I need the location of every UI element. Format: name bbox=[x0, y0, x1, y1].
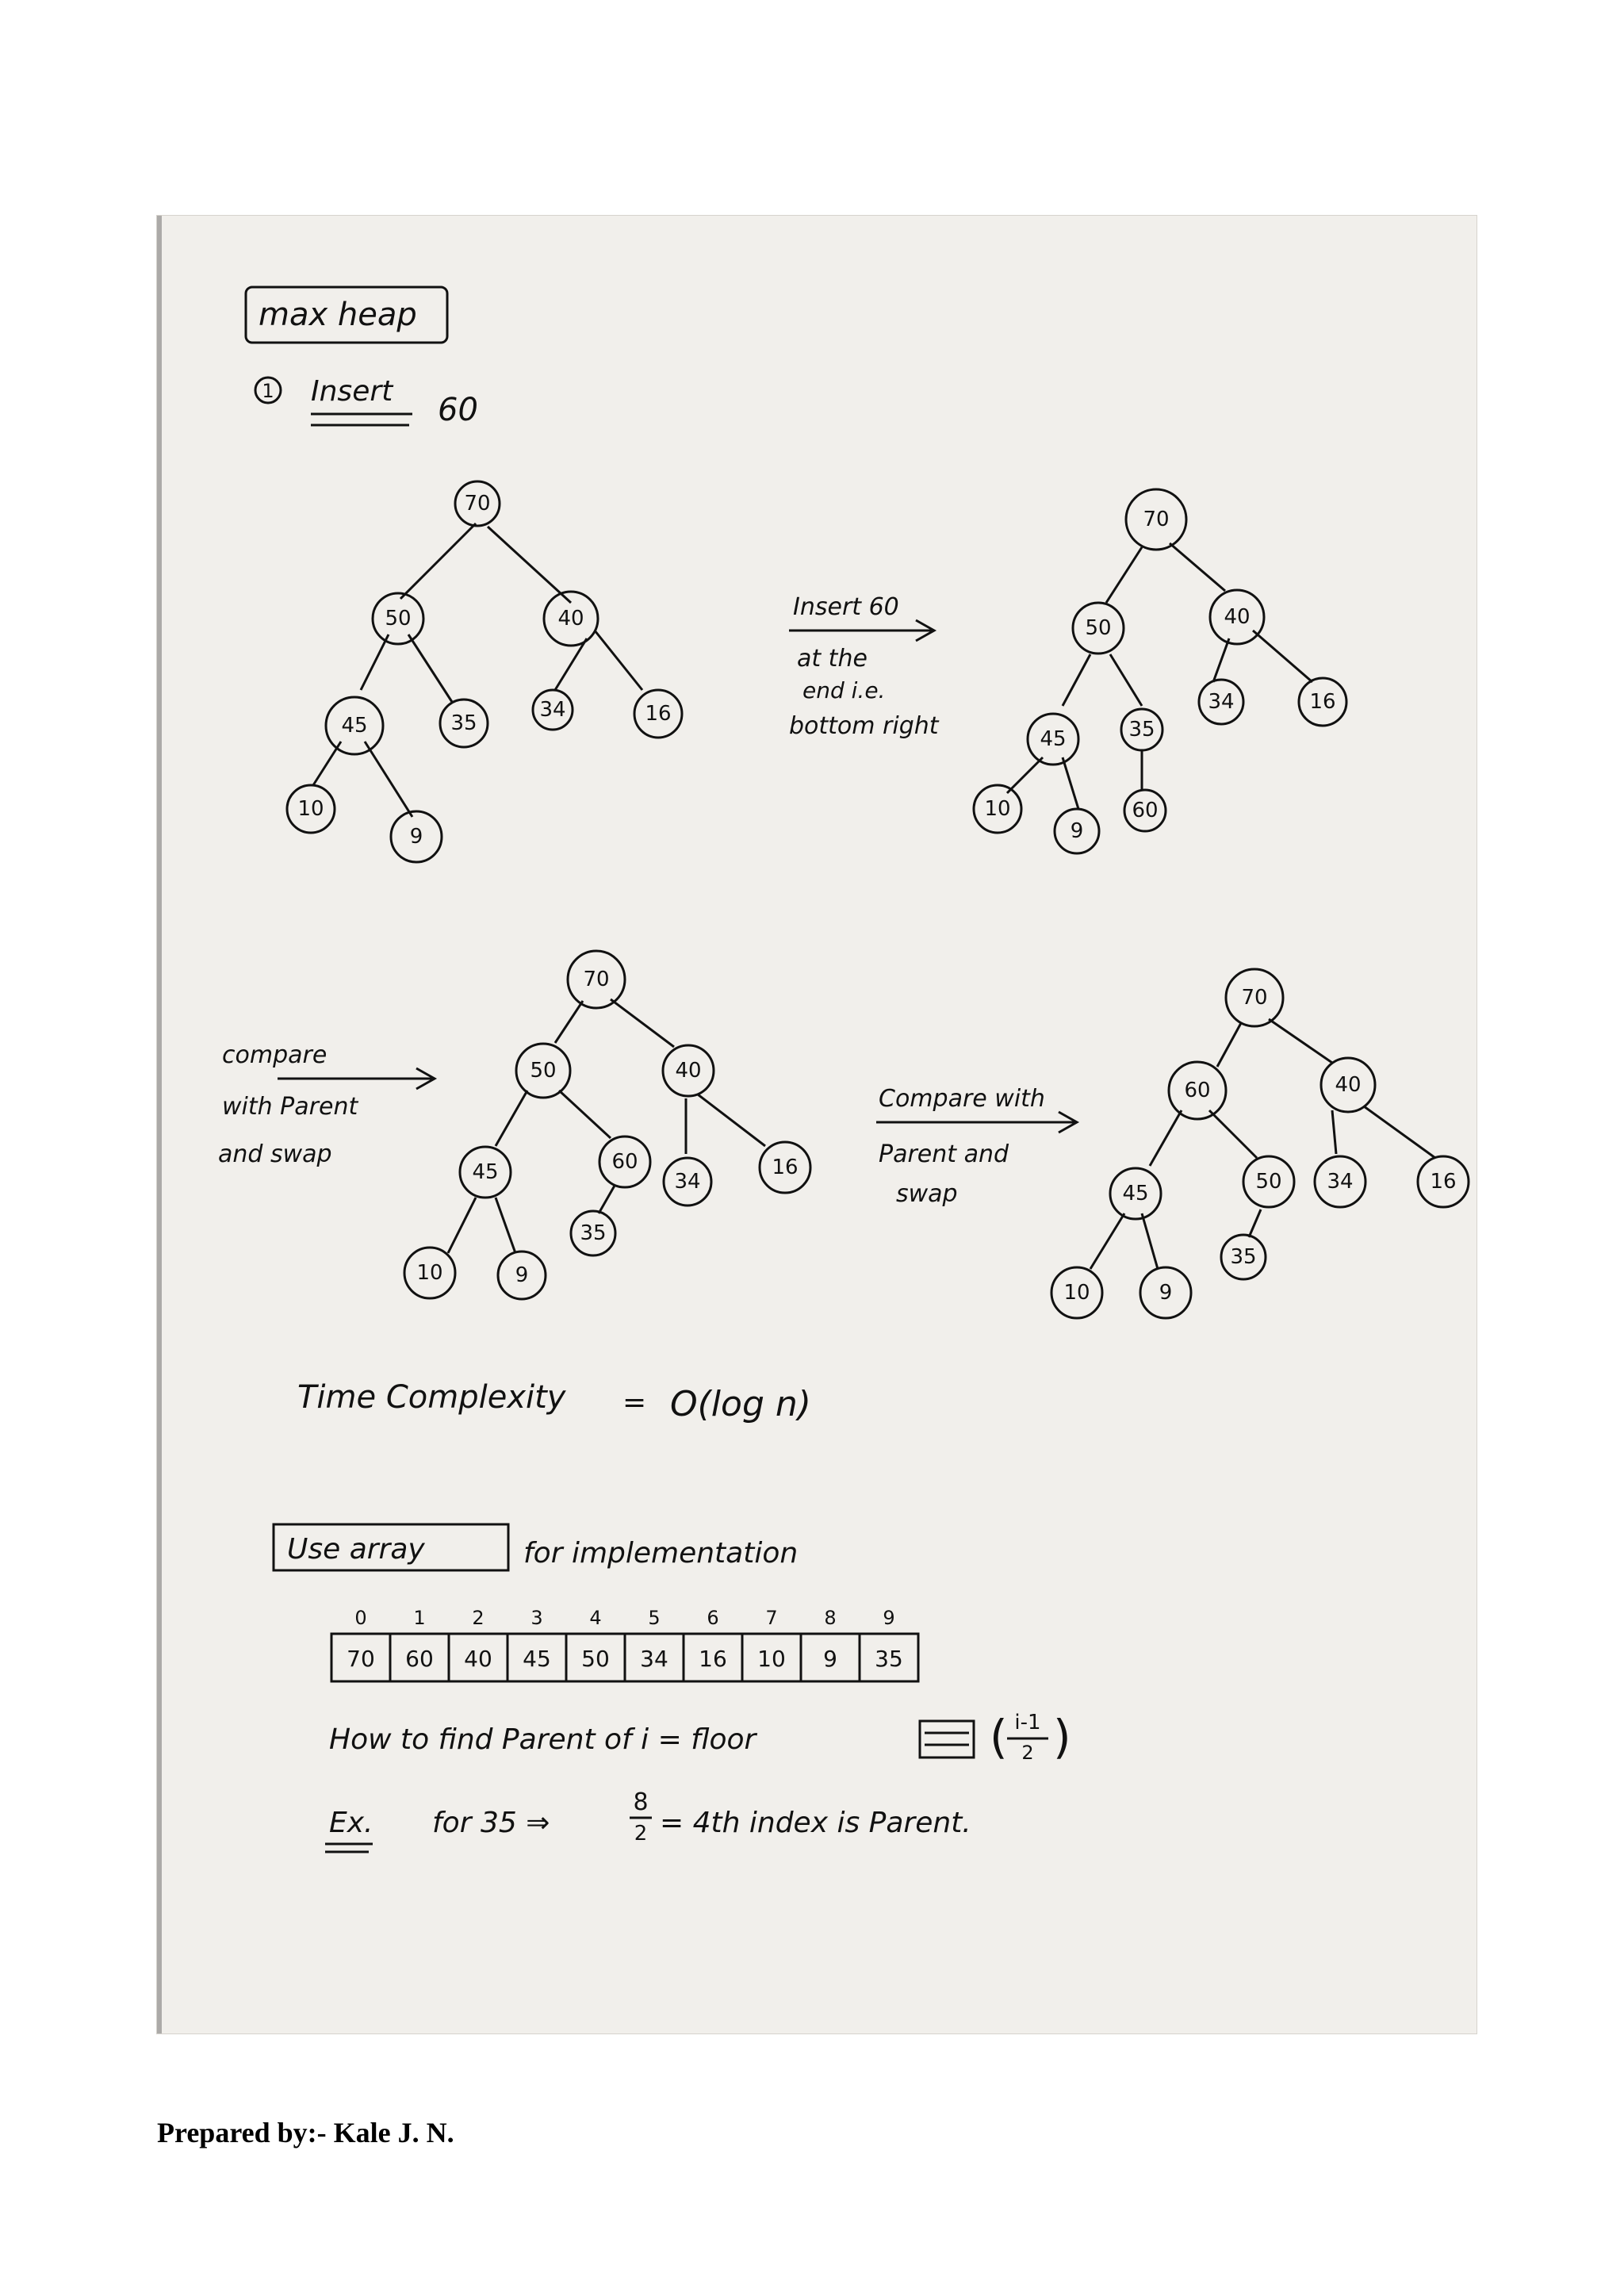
time-complexity bbox=[297, 1379, 811, 1424]
svg-text:Parent and: Parent and bbox=[879, 1140, 1009, 1168]
heap-tree-swap-1 bbox=[404, 951, 810, 1299]
tree-node bbox=[1226, 969, 1283, 1026]
svg-text:9: 9 bbox=[515, 1263, 529, 1287]
heap-tree-inserted bbox=[974, 489, 1346, 853]
title-box bbox=[246, 287, 447, 343]
svg-text:Time Complexity: Time Complexity bbox=[297, 1379, 566, 1416]
svg-text:40: 40 bbox=[675, 1059, 702, 1083]
svg-text:Compare with: Compare with bbox=[879, 1085, 1045, 1113]
tree-node bbox=[974, 785, 1021, 833]
svg-text:9: 9 bbox=[1159, 1281, 1173, 1305]
array-cell-value: 40 bbox=[464, 1646, 492, 1672]
svg-text:): ) bbox=[1053, 1710, 1071, 1764]
tree-node bbox=[1299, 678, 1346, 726]
footer-prepared-by: Prepared by:- Kale J. N. bbox=[157, 2117, 454, 2148]
svg-text:70: 70 bbox=[1241, 986, 1268, 1010]
svg-text:for implementation: for implementation bbox=[523, 1537, 799, 1570]
svg-text:70: 70 bbox=[1143, 508, 1170, 531]
arrow-compare-1 bbox=[218, 1041, 435, 1168]
page-title: max heap bbox=[259, 297, 417, 333]
tree-node bbox=[373, 593, 423, 644]
svg-text:10: 10 bbox=[1063, 1281, 1090, 1305]
svg-text:8: 8 bbox=[633, 1788, 649, 1816]
array-index-label: 1 bbox=[413, 1607, 426, 1629]
array-index-label: 8 bbox=[824, 1607, 837, 1629]
tree-node bbox=[1169, 1062, 1226, 1119]
array-index-label: 2 bbox=[472, 1607, 485, 1629]
svg-text:35: 35 bbox=[580, 1221, 607, 1245]
svg-text:O(log n): O(log n) bbox=[670, 1384, 811, 1424]
array-index-label: 4 bbox=[589, 1607, 602, 1629]
tree-node bbox=[533, 690, 573, 730]
example-line bbox=[325, 1788, 971, 1852]
tree-node bbox=[1051, 1267, 1102, 1318]
svg-text:35: 35 bbox=[1128, 718, 1155, 742]
svg-text:= 4th index is Parent.: = 4th index is Parent. bbox=[660, 1807, 971, 1839]
array-cell-value: 9 bbox=[823, 1646, 837, 1672]
svg-text:compare: compare bbox=[222, 1041, 327, 1069]
tree-node bbox=[326, 697, 383, 754]
svg-text:16: 16 bbox=[772, 1156, 799, 1179]
svg-text:9: 9 bbox=[1070, 819, 1084, 843]
tree-node bbox=[1243, 1156, 1294, 1207]
tree-node bbox=[1110, 1168, 1161, 1219]
array-cell-value: 70 bbox=[347, 1646, 375, 1672]
svg-text:45: 45 bbox=[472, 1160, 499, 1184]
tree-node bbox=[460, 1147, 511, 1198]
svg-text:and swap: and swap bbox=[218, 1140, 332, 1168]
array-index-label: 0 bbox=[354, 1607, 367, 1629]
svg-text:How to find Parent of i = floo: How to find Parent of i = floor bbox=[329, 1723, 756, 1756]
tree-node bbox=[1028, 714, 1078, 765]
step-label: Insert bbox=[311, 375, 393, 408]
heap-array bbox=[331, 1607, 918, 1681]
svg-text:60: 60 bbox=[611, 1150, 638, 1174]
array-cell-value: 45 bbox=[523, 1646, 551, 1672]
svg-text:45: 45 bbox=[1122, 1182, 1149, 1205]
svg-text:45: 45 bbox=[1040, 727, 1067, 751]
svg-text:swap: swap bbox=[896, 1180, 958, 1208]
tree-node bbox=[1221, 1235, 1266, 1279]
heap-tree-swap-2 bbox=[1051, 969, 1469, 1318]
tree-node bbox=[1121, 709, 1162, 750]
svg-text:40: 40 bbox=[1335, 1073, 1362, 1097]
svg-text:35: 35 bbox=[450, 711, 477, 735]
tree-node bbox=[544, 592, 598, 646]
tree-node bbox=[1199, 680, 1243, 724]
svg-text:=: = bbox=[622, 1386, 647, 1419]
tree-node bbox=[455, 481, 500, 526]
svg-text:Use array: Use array bbox=[287, 1533, 425, 1566]
svg-text:16: 16 bbox=[1430, 1170, 1457, 1194]
tree-node bbox=[516, 1044, 570, 1098]
tree-node bbox=[391, 811, 442, 862]
svg-text:35: 35 bbox=[1230, 1245, 1257, 1269]
svg-text:16: 16 bbox=[1309, 690, 1336, 714]
tree-node bbox=[1140, 1267, 1191, 1318]
svg-text:16: 16 bbox=[645, 702, 672, 726]
array-index-label: 5 bbox=[648, 1607, 661, 1629]
array-index-label: 9 bbox=[883, 1607, 895, 1629]
tree-node bbox=[1210, 590, 1264, 644]
svg-text:50: 50 bbox=[530, 1059, 557, 1083]
svg-text:2: 2 bbox=[1021, 1742, 1034, 1764]
svg-text:with Parent: with Parent bbox=[222, 1093, 358, 1121]
svg-text:50: 50 bbox=[385, 607, 412, 631]
tree-node bbox=[1055, 809, 1099, 853]
svg-text:10: 10 bbox=[297, 797, 324, 821]
svg-text:34: 34 bbox=[1327, 1170, 1354, 1194]
parent-formula bbox=[329, 1710, 1071, 1764]
svg-text:9: 9 bbox=[409, 825, 423, 849]
svg-text:bottom right: bottom right bbox=[789, 712, 939, 740]
svg-text:40: 40 bbox=[1224, 605, 1251, 629]
svg-text:70: 70 bbox=[464, 492, 491, 516]
svg-text:Insert 60: Insert 60 bbox=[793, 593, 899, 621]
array-cell-value: 60 bbox=[405, 1646, 434, 1672]
tree-node bbox=[1321, 1058, 1375, 1112]
array-cell-value: 50 bbox=[581, 1646, 610, 1672]
svg-text:60: 60 bbox=[1132, 799, 1159, 822]
array-index-label: 7 bbox=[765, 1607, 778, 1629]
step-heading bbox=[255, 375, 478, 428]
array-cell-value: 10 bbox=[757, 1646, 786, 1672]
tree-node bbox=[1418, 1156, 1469, 1207]
tree-node bbox=[498, 1251, 546, 1299]
tree-node bbox=[287, 785, 335, 833]
svg-text:34: 34 bbox=[674, 1170, 701, 1194]
svg-text:60: 60 bbox=[1184, 1079, 1211, 1102]
svg-text:34: 34 bbox=[539, 698, 566, 722]
svg-text:45: 45 bbox=[341, 714, 368, 738]
arrow-compare-2 bbox=[876, 1085, 1077, 1208]
svg-text:at the: at the bbox=[797, 645, 868, 673]
svg-text:(: ( bbox=[990, 1710, 1008, 1764]
tree-node bbox=[440, 700, 488, 747]
array-index-label: 3 bbox=[530, 1607, 543, 1629]
tree-node bbox=[599, 1137, 650, 1187]
heap-tree-initial bbox=[287, 481, 682, 862]
tree-node bbox=[1126, 489, 1186, 550]
tree-node bbox=[760, 1142, 810, 1193]
tree-node bbox=[568, 951, 625, 1008]
svg-text:for 35 ⇒: for 35 ⇒ bbox=[432, 1807, 550, 1839]
array-heading bbox=[274, 1524, 798, 1570]
svg-text:10: 10 bbox=[984, 797, 1011, 821]
svg-text:end i.e.: end i.e. bbox=[802, 677, 886, 703]
tree-node bbox=[663, 1045, 714, 1096]
svg-text:50: 50 bbox=[1085, 616, 1112, 640]
svg-text:70: 70 bbox=[583, 968, 610, 991]
svg-text:2: 2 bbox=[634, 1822, 648, 1846]
tree-node bbox=[664, 1158, 711, 1205]
svg-text:50: 50 bbox=[1255, 1170, 1282, 1194]
array-cell-value: 35 bbox=[875, 1646, 903, 1672]
array-cell-value: 16 bbox=[699, 1646, 727, 1672]
tree-node bbox=[1124, 790, 1166, 831]
svg-text:Ex.: Ex. bbox=[329, 1807, 373, 1839]
tree-node bbox=[571, 1211, 615, 1255]
tree-node bbox=[1315, 1156, 1365, 1207]
array-index-label: 6 bbox=[707, 1607, 719, 1629]
arrow-insert bbox=[789, 593, 940, 740]
svg-text:i-1: i-1 bbox=[1014, 1711, 1041, 1734]
step-number: 1 bbox=[262, 380, 274, 402]
step-value: 60 bbox=[438, 392, 478, 428]
svg-text:34: 34 bbox=[1208, 690, 1235, 714]
svg-text:10: 10 bbox=[416, 1261, 443, 1285]
svg-text:40: 40 bbox=[557, 607, 584, 631]
tree-node bbox=[404, 1248, 455, 1298]
tree-node bbox=[634, 690, 682, 738]
array-cell-value: 34 bbox=[640, 1646, 668, 1672]
tree-node bbox=[1073, 603, 1124, 654]
